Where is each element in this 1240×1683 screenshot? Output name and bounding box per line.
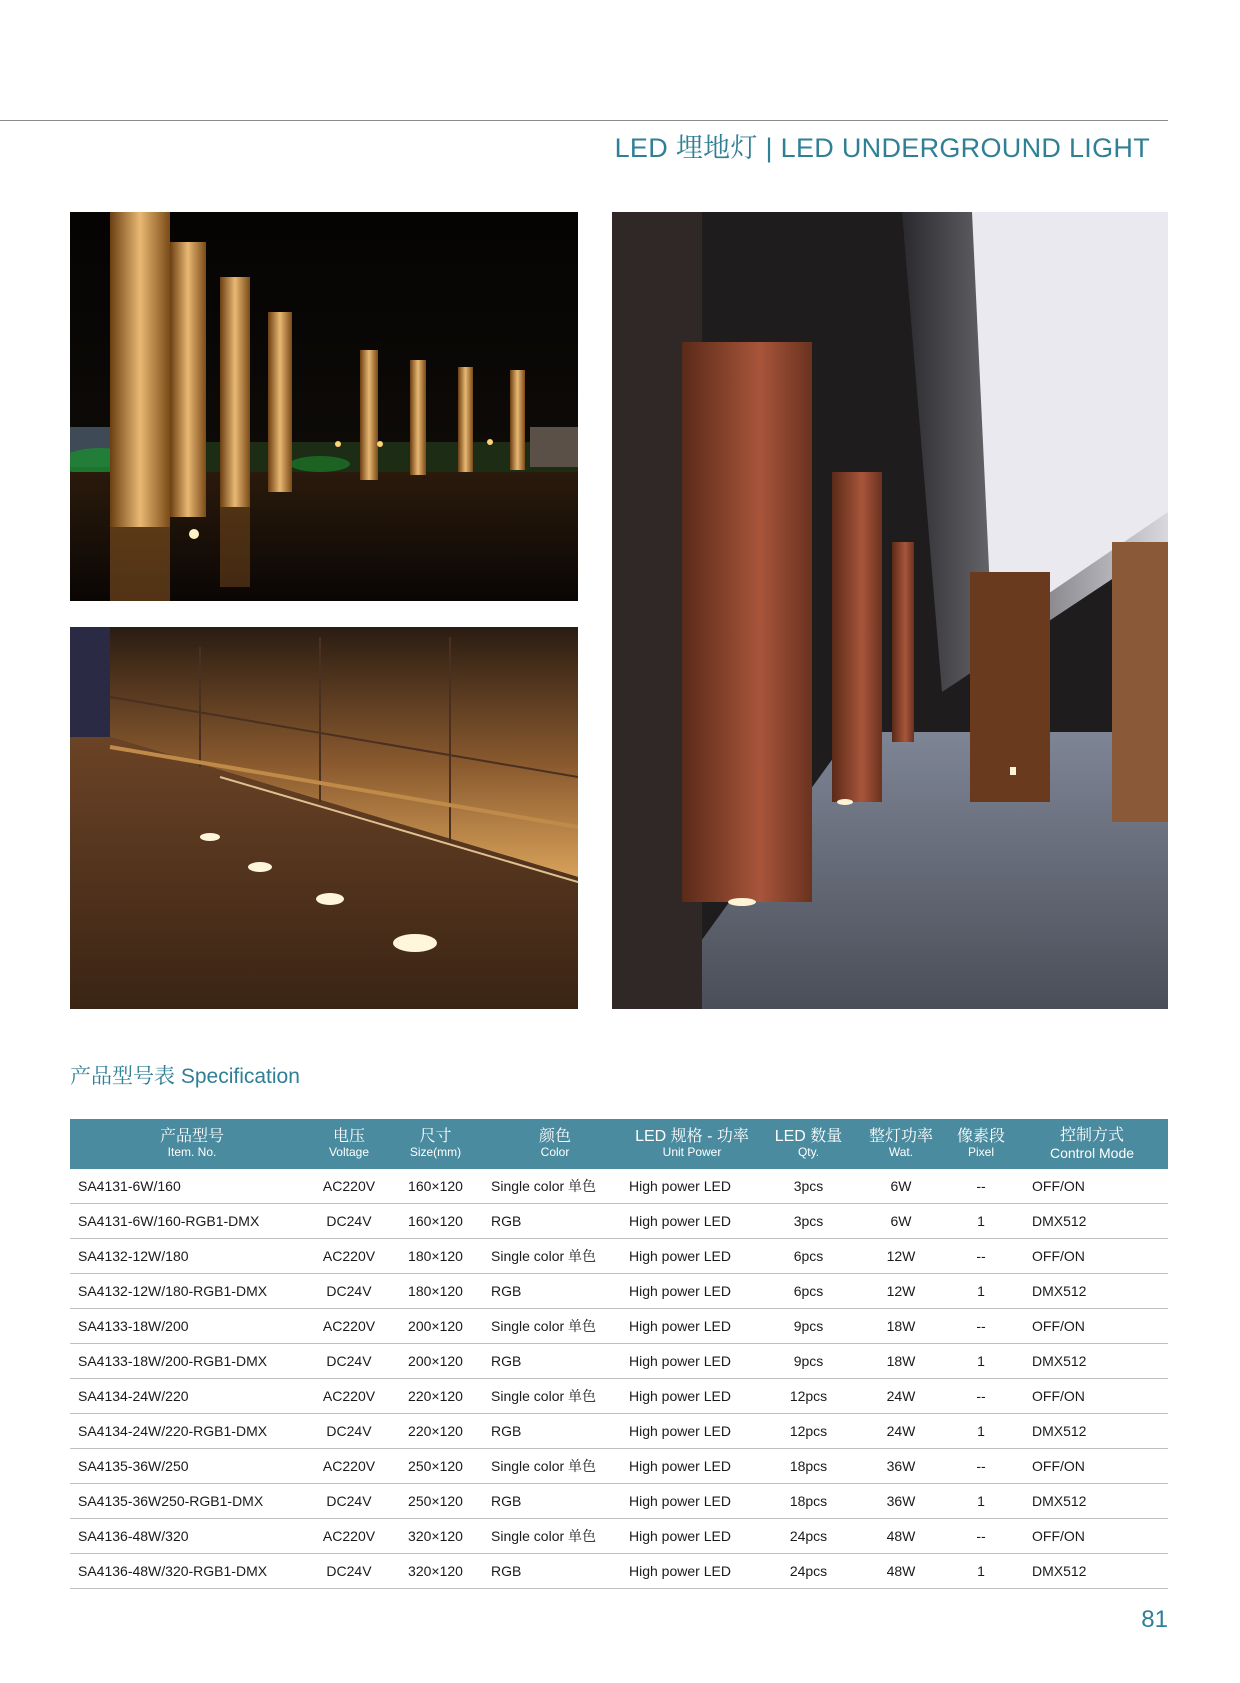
cell-qty: 9pcs [761, 1344, 856, 1379]
cell-color: RGB [487, 1484, 623, 1519]
cell-control-mode: DMX512 [1016, 1344, 1168, 1379]
cell-wattage: 48W [856, 1554, 946, 1589]
cell-unit-power: High power LED [623, 1344, 761, 1379]
cell-item-no: SA4132-12W/180-RGB1-DMX [70, 1274, 314, 1309]
cell-size: 200×120 [384, 1309, 487, 1344]
cell-control-mode: OFF/ON [1016, 1239, 1168, 1274]
cell-voltage: AC220V [314, 1519, 384, 1554]
spec-table-header [70, 1119, 1168, 1169]
cell-wattage: 6W [856, 1169, 946, 1204]
cell-voltage: DC24V [314, 1484, 384, 1519]
photo-stone-wall-uplights [70, 627, 578, 1009]
spec-table [70, 1119, 1168, 1589]
cell-color: RGB [487, 1204, 623, 1239]
cell-pixel: 1 [946, 1484, 1016, 1519]
cell-voltage: DC24V [314, 1414, 384, 1449]
cell-item-no: SA4135-36W250-RGB1-DMX [70, 1484, 314, 1519]
cell-control-mode: OFF/ON [1016, 1379, 1168, 1414]
page-number: 81 [1141, 1606, 1168, 1633]
cell-pixel: 1 [946, 1204, 1016, 1239]
cell-size: 180×120 [384, 1239, 487, 1274]
cell-voltage: AC220V [314, 1379, 384, 1414]
cell-voltage: DC24V [314, 1204, 384, 1239]
cell-wattage: 6W [856, 1204, 946, 1239]
cell-qty: 12pcs [761, 1379, 856, 1414]
table-row [70, 1274, 1168, 1309]
cell-item-no: SA4136-48W/320 [70, 1519, 314, 1554]
cell-wattage: 18W [856, 1309, 946, 1344]
cell-item-no: SA4134-24W/220 [70, 1379, 314, 1414]
cell-item-no: SA4134-24W/220-RGB1-DMX [70, 1414, 314, 1449]
cell-unit-power: High power LED [623, 1169, 761, 1204]
cell-wattage: 12W [856, 1239, 946, 1274]
cell-wattage: 36W [856, 1484, 946, 1519]
table-row [70, 1344, 1168, 1379]
cell-wattage: 48W [856, 1519, 946, 1554]
cell-qty: 3pcs [761, 1204, 856, 1239]
cell-control-mode: DMX512 [1016, 1554, 1168, 1589]
table-row [70, 1309, 1168, 1344]
cell-size: 250×120 [384, 1449, 487, 1484]
cell-wattage: 36W [856, 1449, 946, 1484]
cell-item-no: SA4133-18W/200-RGB1-DMX [70, 1344, 314, 1379]
cell-unit-power: High power LED [623, 1239, 761, 1274]
cell-color: Single color 单色 [487, 1309, 623, 1344]
cell-voltage: DC24V [314, 1344, 384, 1379]
cell-control-mode: OFF/ON [1016, 1449, 1168, 1484]
cell-item-no: SA4133-18W/200 [70, 1309, 314, 1344]
cell-pixel: 1 [946, 1344, 1016, 1379]
col-header-voltage: 电压 Voltage [328, 1127, 370, 1160]
photo-brick-corridor [612, 212, 1168, 1009]
col-header-pixel: 像素段 Pixel [956, 1127, 1005, 1160]
cell-pixel: -- [946, 1519, 1016, 1554]
cell-voltage: AC220V [314, 1169, 384, 1204]
cell-wattage: 24W [856, 1379, 946, 1414]
cell-color: Single color 单色 [487, 1449, 623, 1484]
cell-size: 160×120 [384, 1204, 487, 1239]
cell-voltage: AC220V [314, 1449, 384, 1484]
cell-unit-power: High power LED [623, 1309, 761, 1344]
cell-pixel: 1 [946, 1274, 1016, 1309]
cell-qty: 6pcs [761, 1239, 856, 1274]
spec-table-body [70, 1169, 1168, 1589]
cell-unit-power: High power LED [623, 1274, 761, 1309]
cell-item-no: SA4131-6W/160 [70, 1169, 314, 1204]
spec-title: 产品型号表 Specification [70, 1065, 300, 1088]
cell-voltage: DC24V [314, 1274, 384, 1309]
cell-pixel: -- [946, 1239, 1016, 1274]
cell-pixel: -- [946, 1449, 1016, 1484]
cell-control-mode: DMX512 [1016, 1414, 1168, 1449]
cell-qty: 12pcs [761, 1414, 856, 1449]
cell-control-mode: DMX512 [1016, 1204, 1168, 1239]
cell-control-mode: DMX512 [1016, 1484, 1168, 1519]
cell-qty: 24pcs [761, 1519, 856, 1554]
col-header-size: 尺寸 Size(mm) [409, 1127, 462, 1160]
cell-qty: 18pcs [761, 1449, 856, 1484]
photo-illuminated-columns [70, 212, 578, 601]
cell-item-no: SA4131-6W/160-RGB1-DMX [70, 1204, 314, 1239]
cell-size: 220×120 [384, 1414, 487, 1449]
cell-wattage: 12W [856, 1274, 946, 1309]
cell-color: RGB [487, 1274, 623, 1309]
cell-control-mode: OFF/ON [1016, 1169, 1168, 1204]
page-title: LED 埋地灯 | LED UNDERGROUND LIGHT [614, 133, 1150, 163]
cell-unit-power: High power LED [623, 1554, 761, 1589]
cell-qty: 3pcs [761, 1169, 856, 1204]
cell-color: RGB [487, 1344, 623, 1379]
table-row [70, 1204, 1168, 1239]
table-row [70, 1484, 1168, 1519]
table-row [70, 1414, 1168, 1449]
cell-voltage: DC24V [314, 1554, 384, 1589]
cell-unit-power: High power LED [623, 1379, 761, 1414]
table-row [70, 1554, 1168, 1589]
table-row [70, 1449, 1168, 1484]
cell-pixel: -- [946, 1169, 1016, 1204]
cell-color: Single color 单色 [487, 1239, 623, 1274]
cell-voltage: AC220V [314, 1239, 384, 1274]
cell-size: 320×120 [384, 1554, 487, 1589]
cell-wattage: 18W [856, 1344, 946, 1379]
cell-size: 250×120 [384, 1484, 487, 1519]
col-header-item: 产品型号 Item. No. [159, 1127, 224, 1160]
cell-item-no: SA4132-12W/180 [70, 1239, 314, 1274]
header-rule [0, 120, 1168, 121]
cell-color: Single color 单色 [487, 1519, 623, 1554]
col-header-control-mode: 控制方式 Control Mode [1049, 1126, 1135, 1162]
cell-pixel: 1 [946, 1414, 1016, 1449]
cell-pixel: -- [946, 1379, 1016, 1414]
cell-item-no: SA4136-48W/320-RGB1-DMX [70, 1554, 314, 1589]
cell-color: RGB [487, 1554, 623, 1589]
cell-qty: 18pcs [761, 1484, 856, 1519]
col-header-unit-power: LED 规格 - 功率 Unit Power [635, 1127, 749, 1160]
cell-qty: 6pcs [761, 1274, 856, 1309]
cell-unit-power: High power LED [623, 1484, 761, 1519]
table-row [70, 1379, 1168, 1414]
cell-size: 160×120 [384, 1169, 487, 1204]
cell-color: Single color 单色 [487, 1379, 623, 1414]
cell-pixel: 1 [946, 1554, 1016, 1589]
table-row [70, 1169, 1168, 1204]
cell-unit-power: High power LED [623, 1204, 761, 1239]
cell-color: Single color 单色 [487, 1169, 623, 1204]
cell-qty: 24pcs [761, 1554, 856, 1589]
cell-unit-power: High power LED [623, 1449, 761, 1484]
cell-unit-power: High power LED [623, 1519, 761, 1554]
cell-control-mode: DMX512 [1016, 1274, 1168, 1309]
cell-voltage: AC220V [314, 1309, 384, 1344]
cell-size: 220×120 [384, 1379, 487, 1414]
cell-item-no: SA4135-36W/250 [70, 1449, 314, 1484]
table-row [70, 1519, 1168, 1554]
cell-control-mode: OFF/ON [1016, 1519, 1168, 1554]
cell-pixel: -- [946, 1309, 1016, 1344]
cell-qty: 9pcs [761, 1309, 856, 1344]
cell-wattage: 24W [856, 1414, 946, 1449]
cell-unit-power: High power LED [623, 1414, 761, 1449]
cell-color: RGB [487, 1414, 623, 1449]
col-header-qty: LED 数量 Qty. [774, 1127, 843, 1160]
cell-size: 180×120 [384, 1274, 487, 1309]
col-header-wat: 整灯功率 Wat. [868, 1127, 933, 1160]
cell-size: 200×120 [384, 1344, 487, 1379]
col-header-color: 颜色 Color [538, 1127, 571, 1160]
table-row [70, 1239, 1168, 1274]
cell-control-mode: OFF/ON [1016, 1309, 1168, 1344]
cell-size: 320×120 [384, 1519, 487, 1554]
